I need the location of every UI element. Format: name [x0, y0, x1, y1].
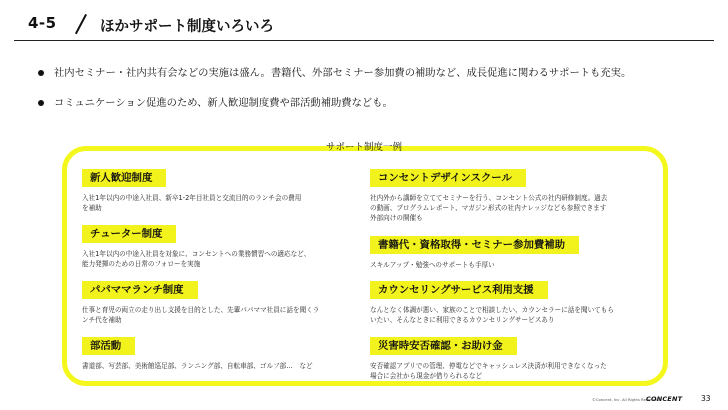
desc-line: いたい、そんなときに利用できるカウンセリングサービスあり: [370, 316, 555, 324]
card-label: 書籍代・資格取得・セミナー参加費補助: [370, 236, 579, 254]
bullet-item: [38, 66, 631, 80]
desc-line: スキルアップ・勉強へのサポートも手厚い: [370, 261, 495, 269]
bullet-text: コミュニケーション促進のため、新人歓迎制度費や部活動補助費なども。: [54, 97, 393, 109]
card-description: [82, 249, 362, 269]
card-description: [82, 361, 362, 371]
desc-line: ンチ代を補助: [82, 316, 122, 324]
bullet-text: 社内セミナー・社内共有会などの実施は盛ん。書籍代、外部セミナー参加費の補助など、成長促進に関わるサポートも充実。: [54, 67, 632, 79]
page-title: ほかサポート制度いろいろ: [100, 19, 274, 35]
slide-header: [14, 14, 714, 36]
bullet-item: [38, 96, 631, 110]
card-counseling-service: [370, 278, 650, 325]
card-label: コンセントデザインスクール: [370, 169, 526, 187]
desc-line: 能力発揮のための日常のフォローを実施: [82, 260, 201, 268]
card-label: 災害時安否確認・お助け金: [370, 337, 517, 355]
card-label: 新人歓迎制度: [82, 169, 166, 187]
card-description: [82, 193, 362, 213]
bullet-dot-icon: [38, 70, 44, 76]
panel-title: サポート制度一例: [325, 142, 402, 153]
desc-line: 外部向けの開催も: [370, 214, 423, 222]
card-tutor-system: [82, 222, 362, 269]
card-label: チューター制度: [82, 225, 176, 243]
section-number: 4-5: [28, 14, 57, 32]
card-description: [370, 193, 650, 223]
card-design-school: [370, 166, 650, 223]
card-new-employee-welcome: [82, 166, 362, 213]
desc-line: なんとなく体調が悪い、家族のことで相談したい、カウンセラーに話を聞いてもら: [370, 306, 614, 314]
card-disaster-support: [370, 334, 650, 381]
desc-line: 場合に会社から現金が借りられるなど: [370, 372, 483, 380]
card-description: [82, 305, 362, 325]
card-label: パパママランチ制度: [82, 281, 198, 299]
company-logo: CONCENT: [646, 395, 683, 403]
desc-line: 書道部、写芸部、美術館巡足部、ランニング部、自転車部、ゴルフ部… など: [82, 362, 313, 370]
card-learning-subsidy: [370, 233, 650, 270]
desc-line: 社内外から講師を立ててセミナーを行う、コンセント公式の社内研修制度。過去: [370, 194, 608, 202]
card-club-activities: [82, 334, 362, 371]
bullet-list: [38, 66, 631, 126]
bullet-dot-icon: [38, 100, 44, 106]
desc-line: の動画、プログラムレポート、マガジン形式の社内ナレッジなども参照できます: [370, 204, 607, 212]
desc-line: 入社1年以内の中途入社員、新卒1-2年目社員と交流目的のランチ会の費用: [82, 194, 302, 202]
desc-line: 入社1年以内の中途入社員を対象に、コンセントへの業務慣習への適応など、: [82, 250, 311, 258]
card-label: 部活動: [82, 337, 135, 355]
card-description: [370, 305, 650, 325]
card-description: [370, 361, 650, 381]
card-label: カウンセリングサービス利用支援: [370, 281, 548, 299]
desc-line: 安否確認アプリでの管理、停電などでキャッシュレス決済が利用できなくなった: [370, 362, 607, 370]
copyright-text: ©Concent, Inc. All Rights Reserved.: [592, 397, 660, 402]
header-rule: [14, 40, 714, 41]
desc-line: を補助: [82, 204, 102, 212]
slash-divider: [72, 14, 90, 34]
desc-line: 仕事と育児の両立の走り出し支援を目的とした、先輩パパママ社員に話を聞くラ: [82, 306, 320, 314]
page-number: 33: [701, 394, 711, 403]
card-description: [370, 260, 650, 270]
card-parent-lunch: [82, 278, 362, 325]
